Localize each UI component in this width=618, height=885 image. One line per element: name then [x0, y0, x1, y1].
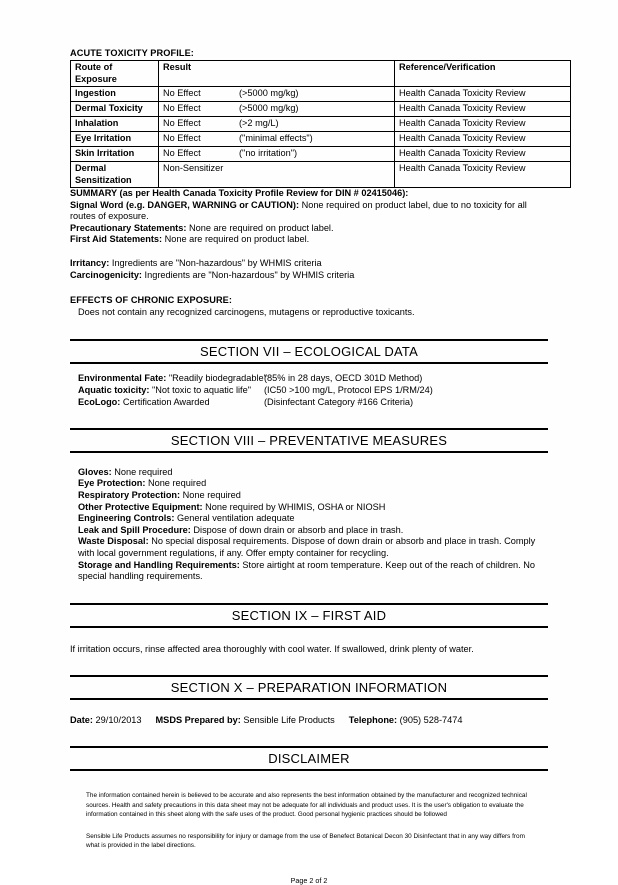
summary-precautionary [70, 223, 548, 235]
cell-result [159, 162, 395, 188]
page-number: Page 2 of 2 [290, 876, 328, 885]
cell-result-detail: (>5000 mg/kg) [239, 103, 299, 113]
eco-label-value-0 [78, 372, 267, 384]
respiratory-protection-label: Respiratory Protection: [78, 489, 181, 500]
leak-and-spill-label: Leak and Spill Procedure: [78, 524, 191, 535]
respiratory-protection-value: None required [182, 489, 241, 500]
table-row [71, 147, 571, 162]
eco-row-ecologo [70, 396, 548, 408]
ecologo-value: Certification Awarded [122, 396, 210, 407]
summary-first-aid [70, 234, 548, 246]
table-row [71, 162, 571, 188]
column-header-reference: Reference/Verification [395, 61, 571, 87]
storage-handling-value: Store airtight at room temperature. Keep out of the reach of children. No special handling requirements. [78, 559, 536, 582]
telephone-label: Telephone: [348, 715, 398, 726]
eco-row-environmental-fate [70, 372, 548, 384]
cell-result-value: No Effect [163, 88, 201, 98]
column-header-result: Result [159, 61, 395, 87]
environmental-fate-label: Environmental Fate: [78, 372, 167, 383]
other-protective-equipment-value: None required by WHIMIS, OSHA or NIOSH [205, 501, 386, 512]
cell-result [159, 87, 395, 102]
summary-irritancy [70, 258, 548, 270]
irritancy-value: Ingredients are "Non-hazardous" by WHMIS criteria [111, 257, 322, 268]
cell-result [159, 117, 395, 132]
section-viii-title: SECTION VIII – PREVENTATIVE MEASURES [170, 432, 448, 448]
measure-other-protective-equipment [70, 502, 548, 514]
waste-disposal-label: Waste Disposal: [78, 536, 149, 547]
precautionary-label: Precautionary Statements: [70, 222, 187, 233]
section-viii-banner [70, 428, 548, 453]
cell-reference: Health Canada Toxicity Review [395, 117, 571, 132]
cell-result-detail: (>2 mg/L) [239, 118, 279, 128]
aquatic-toxicity-label: Aquatic toxicity: [78, 384, 150, 395]
measure-waste-disposal [70, 536, 548, 559]
cell-route: Ingestion [71, 87, 159, 102]
first-aid-statements-label: First Aid Statements: [70, 234, 163, 245]
cell-route: Inhalation [71, 117, 159, 132]
gloves-value: None required [114, 466, 173, 477]
environmental-fate-note: (85% in 28 days, OECD 301D Method) [264, 372, 423, 383]
disclaimer-banner [70, 746, 548, 771]
cell-route: Skin Irritation [71, 147, 159, 162]
acute-toxicity-heading: ACUTE TOXICITY PROFILE: [70, 48, 194, 58]
date-value: 29/10/2013 [95, 715, 142, 726]
cell-reference: Health Canada Toxicity Review [395, 87, 571, 102]
signal-word-label: Signal Word (e.g. DANGER, WARNING or CAUTION): [70, 199, 300, 210]
eco-label-value-1 [78, 384, 264, 396]
cell-route: Eye Irritation [71, 132, 159, 147]
measure-leak-and-spill [70, 525, 548, 537]
cell-result-detail: ("minimal effects") [239, 133, 313, 143]
cell-result [159, 132, 395, 147]
telephone-value: (905) 528-7474 [399, 715, 463, 726]
chronic-exposure-heading: EFFECTS OF CHRONIC EXPOSURE: [70, 295, 233, 306]
aquatic-toxicity-note: (IC50 >100 mg/L, Protocol EPS 1/RM/24) [264, 384, 433, 395]
table-row [71, 102, 571, 117]
waste-disposal-value: No special disposal requirements. Dispose of down drain or absorb and place in trash. Comply with local government regulations, if any. Offer empty container for recycling. [78, 536, 536, 558]
section-x-title: SECTION X – PREPARATION INFORMATION [170, 680, 448, 696]
cell-route: Dermal Sensitization [71, 162, 159, 188]
cell-result-value: No Effect [163, 148, 201, 158]
cell-result-detail: (>5000 mg/kg) [239, 88, 299, 98]
section-vii-title: SECTION VII – ECOLOGICAL DATA [200, 343, 418, 359]
disclaimer-paragraph-2: Sensible Life Products assumes no responsibility for injury or damage from the use of Benefect Botanical Decon 30 Disinfectant that in any way differs from what is provided in the label directions. [86, 832, 525, 849]
cell-result [159, 147, 395, 162]
other-protective-equipment-label: Other Protective Equipment: [78, 501, 203, 512]
table-row [71, 132, 571, 147]
cell-result [159, 102, 395, 117]
table-header-row [71, 61, 571, 87]
measure-gloves [70, 467, 548, 479]
precautionary-value: None are required on product label. [188, 222, 334, 233]
disclaimer-title: DISCLAIMER [268, 751, 350, 767]
summary-heading-text: SUMMARY (as per Health Canada Toxicity Profile Review for DIN # 02415046): [70, 188, 409, 198]
summary-carcinogenicity [70, 270, 548, 282]
cell-reference: Health Canada Toxicity Review [395, 102, 571, 117]
cell-result-value: No Effect [163, 118, 201, 128]
measure-storage-handling [70, 560, 548, 583]
cell-reference: Health Canada Toxicity Review [395, 162, 571, 188]
first-aid-statements-value: None are required on product label. [164, 234, 310, 245]
chronic-exposure-body: Does not contain any recognized carcinogens, mutagens or reproductive toxicants. [78, 307, 415, 318]
first-aid-body: If irritation occurs, rinse affected area thoroughly with cool water. If swallowed, drink plenty of water. [70, 643, 474, 654]
cell-result-value: No Effect [163, 133, 201, 143]
aquatic-toxicity-value: "Not toxic to aquatic life" [152, 384, 251, 395]
ecologo-label: EcoLogo: [78, 396, 121, 407]
section-vii-banner [70, 339, 548, 364]
preparation-info-line [70, 714, 548, 726]
table-row [71, 87, 571, 102]
page-content [70, 48, 548, 885]
cell-reference: Health Canada Toxicity Review [395, 132, 571, 147]
carcinogenicity-label: Carcinogenicity: [70, 269, 142, 280]
measure-eye-protection [70, 478, 548, 490]
ecologo-note: (Disinfectant Category #166 Criteria) [264, 396, 414, 407]
section-ix-banner [70, 603, 548, 628]
section-x-banner [70, 675, 548, 700]
environmental-fate-value: "Readily biodegradable" [168, 372, 267, 383]
cell-result-value: Non-Sensitizer [163, 163, 224, 173]
signal-word-value: None required on product label, due to no toxicity for all routes of exposure. [70, 199, 527, 222]
prepared-by-label: MSDS Prepared by: [155, 715, 241, 726]
disclaimer-paragraph-1: The information contained herein is believed to be accurate and also represents the best information obtained by the manufacturer and recognized technical sources. Health and safety precautions in this data sheet may not be adequate for all individuals and product uses. It is the user's obligation to evaluate the information contained in this sheet along with the safe uses of the product. Good personal hygienic practices should be followed [86, 792, 527, 819]
storage-handling-label: Storage and Handling Requirements: [78, 559, 240, 570]
engineering-controls-value: General ventilation adequate [177, 513, 295, 524]
engineering-controls-label: Engineering Controls: [78, 513, 175, 524]
leak-and-spill-value: Dispose of down drain or absorb and place in trash. [193, 524, 404, 535]
carcinogenicity-value: Ingredients are "Non-hazardous" by WHMIS criteria [144, 269, 355, 280]
eco-label-value-2 [78, 396, 264, 408]
measure-respiratory-protection [70, 490, 548, 502]
irritancy-label: Irritancy: [70, 257, 110, 268]
section-ix-title: SECTION IX – FIRST AID [231, 607, 387, 623]
table-row [71, 117, 571, 132]
eye-protection-value: None required [147, 478, 207, 489]
summary-signal-word [70, 200, 548, 223]
summary-heading [70, 188, 548, 200]
measure-engineering-controls [70, 513, 548, 525]
date-label: Date: [70, 715, 93, 726]
gloves-label: Gloves: [78, 466, 112, 477]
column-header-route: Route of Exposure [71, 61, 159, 87]
cell-reference: Health Canada Toxicity Review [395, 147, 571, 162]
cell-result-value: No Effect [163, 103, 201, 113]
eye-protection-label: Eye Protection: [78, 478, 146, 489]
cell-result-detail: ("no irritation") [239, 148, 298, 158]
cell-route: Dermal Toxicity [71, 102, 159, 117]
acute-toxicity-table [70, 60, 571, 188]
prepared-by-value: Sensible Life Products [243, 715, 335, 726]
eco-row-aquatic-toxicity [70, 384, 548, 396]
